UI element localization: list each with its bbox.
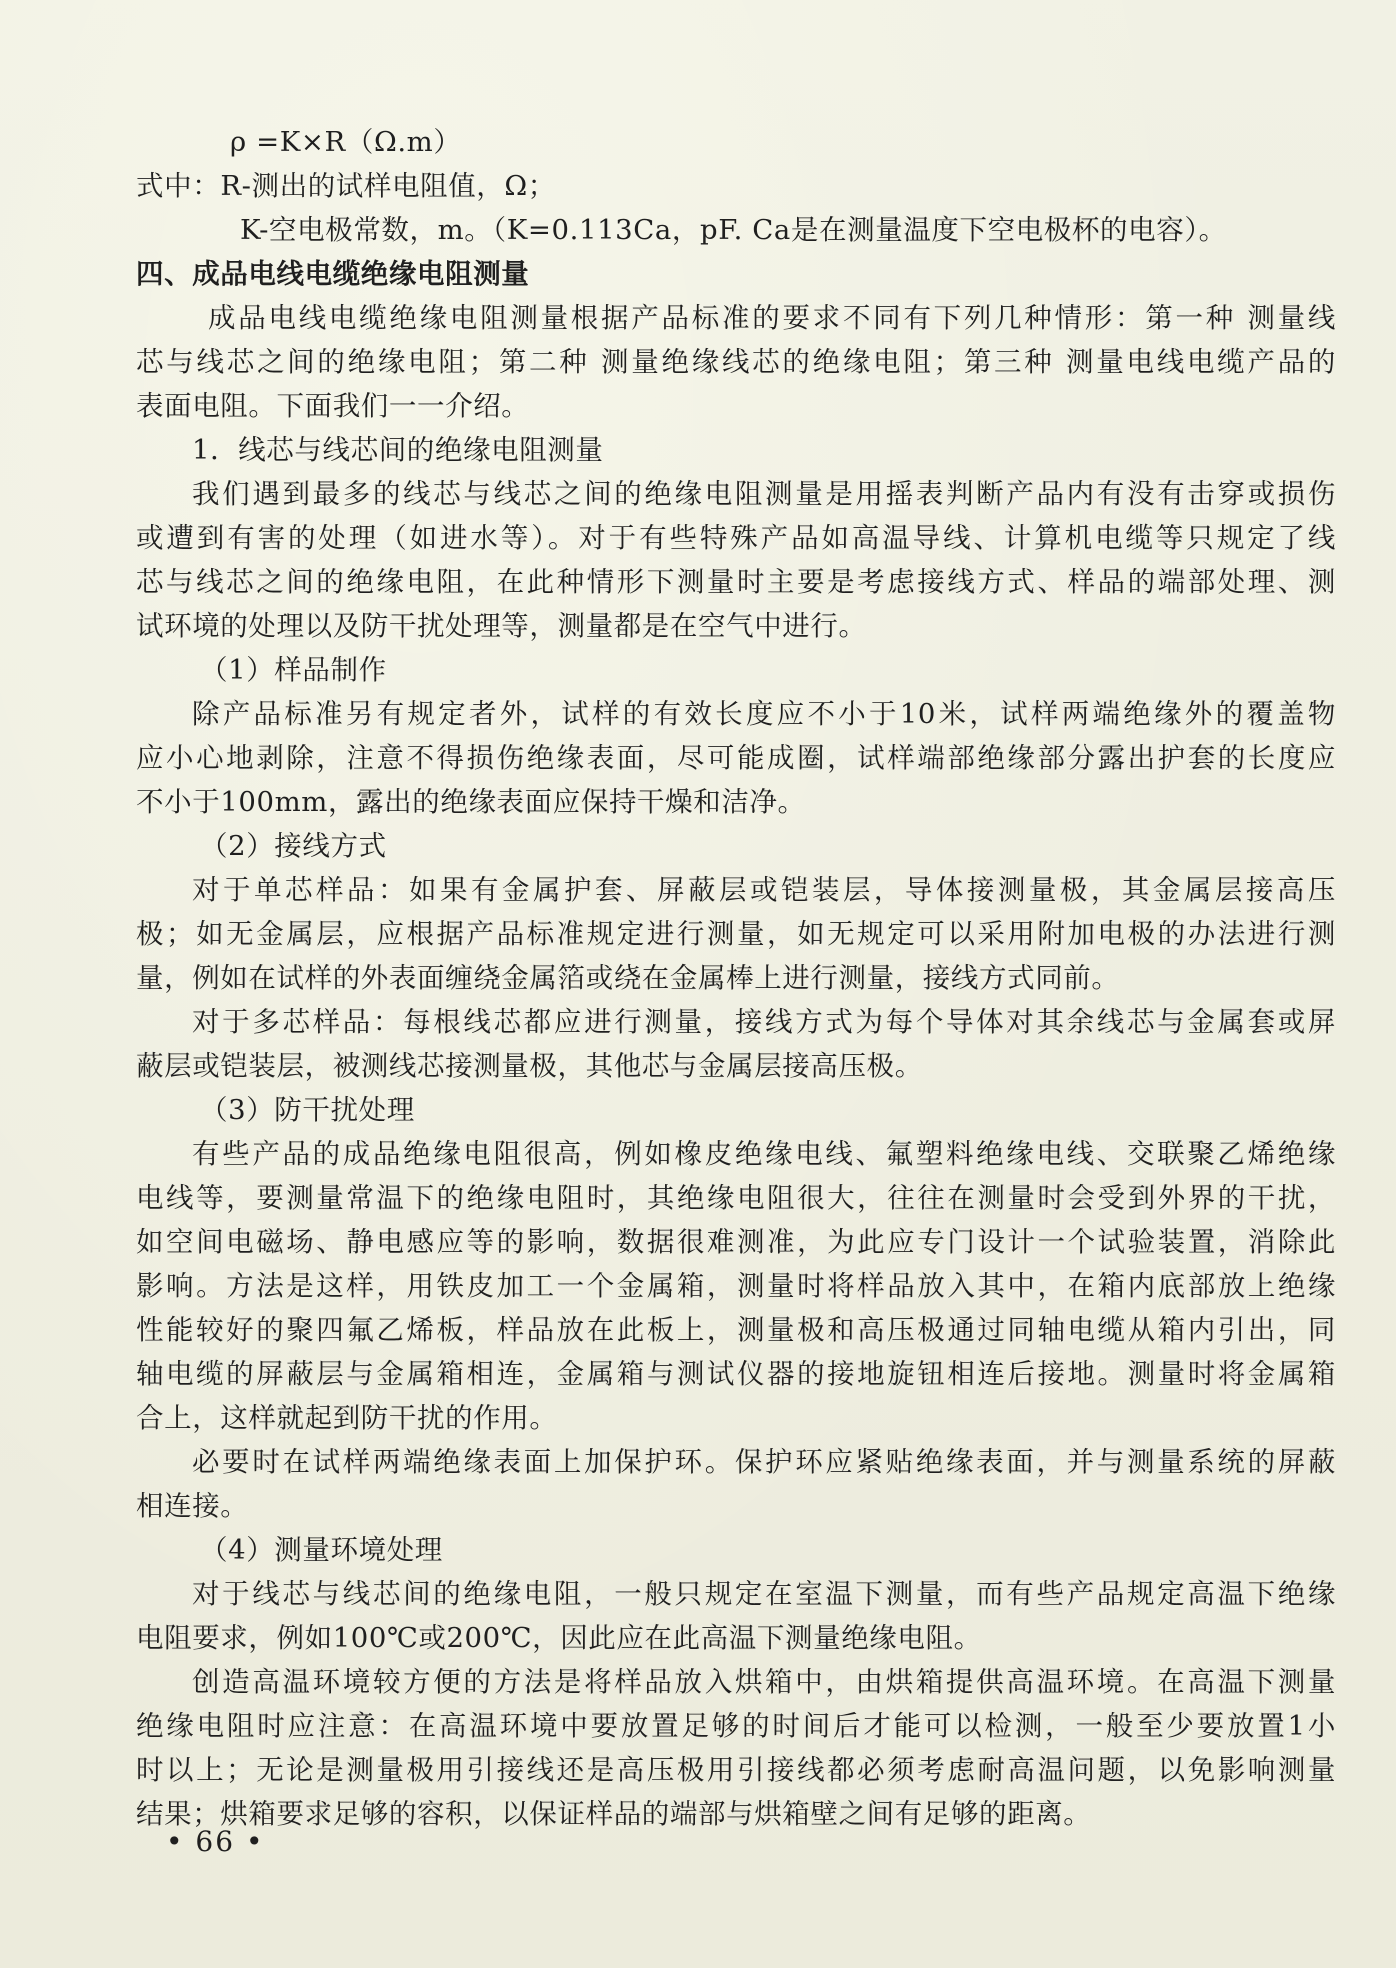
item-1-paragraph [136, 692, 1336, 824]
item3b-line: 必要时在试样两端绝缘表面上加保护环。保护环应紧贴绝缘表面，并与测量系统的屏蔽 [192, 1446, 1336, 1478]
item3a-line: 电线等，要测量常温下的绝缘电阻时，其绝缘电阻很大，往往在测量时会受到外界的干扰， [136, 1182, 1336, 1214]
item4b-line: 创造高温环境较方便的方法是将样品放入烘箱中，由烘箱提供高温环境。在高温下测量 [192, 1666, 1336, 1698]
page-number: • 66 • [166, 1825, 265, 1858]
intro-paragraph [136, 296, 1336, 428]
formula-expression: ρ =K×R（Ω.m） [230, 126, 462, 158]
item2b-line: 蔽层或铠装层，被测线芯接测量极，其他芯与金属层接高压极。 [136, 1050, 923, 1082]
sub1-line: 芯与线芯之间的绝缘电阻，在此种情形下测量时主要是考虑接线方式、样品的端部处理、测 [136, 566, 1336, 598]
item1-line: 不小于100mm，露出的绝缘表面应保持干燥和洁净。 [136, 786, 806, 818]
intro-line: 表面电阻。下面我们一一介绍。 [136, 390, 530, 422]
item4a-line: 对于线芯与线芯间的绝缘电阻，一般只规定在室温下测量，而有些产品规定高温下绝缘 [192, 1578, 1336, 1610]
formula-where-label: 式中： [136, 170, 221, 202]
item-3-paragraph [136, 1132, 1336, 1440]
item3a-line: 影响。方法是这样，用铁皮加工一个金属箱，测量时将样品放入其中，在箱内底部放上绝缘 [136, 1270, 1336, 1302]
item2a-line: 对于单芯样品：如果有金属护套、屏蔽层或铠装层，导体接测量极，其金属层接高压 [192, 874, 1336, 906]
item-2-multi-core-paragraph [136, 1000, 1336, 1088]
subsection-1-paragraph [136, 472, 1336, 648]
sub1-line: 或遭到有害的处理（如进水等）。对于有些特殊产品如高温导线、计算机电缆等只规定了线 [136, 522, 1336, 554]
item-4-heading: （4）测量环境处理 [200, 1534, 443, 1566]
sub1-line: 试环境的处理以及防干扰处理等，测量都是在空气中进行。 [136, 610, 867, 642]
item3b-line: 相连接。 [136, 1490, 249, 1522]
item-2-heading: （2）接线方式 [200, 830, 387, 862]
item3a-line: 如空间电磁场、静电感应等的影响，数据很难测准，为此应专门设计一个试验装置，消除此 [136, 1226, 1336, 1258]
item-4-high-temp-paragraph [136, 1660, 1336, 1836]
formula-r-text: R-测出的试样电阻值，Ω； [220, 170, 556, 202]
formula-k-definition: K-空电极常数，m。（K=0.113Ca，pF. Ca是在测量温度下空电极杯的电容）。 [240, 214, 1227, 246]
item4b-line: 时以上；无论是测量极用引接线还是高压极用引接线都必须考虑耐高温问题，以免影响测量 [136, 1754, 1336, 1786]
item-3-protective-ring-paragraph [136, 1440, 1336, 1528]
item4b-line: 结果；烘箱要求足够的容积，以保证样品的端部与烘箱壁之间有足够的距离。 [136, 1798, 1092, 1830]
item3a-line: 轴电缆的屏蔽层与金属箱相连，金属箱与测试仪器的接地旋钮相连后接地。测量时将金属箱 [136, 1358, 1336, 1390]
intro-line: 成品电线电缆绝缘电阻测量根据产品标准的要求不同有下列几种情形：第一种 测量线 [208, 302, 1336, 334]
item4b-line: 绝缘电阻时应注意：在高温环境中要放置足够的时间后才能可以检测，一般至少要放置1小 [136, 1710, 1336, 1742]
item3a-line: 性能较好的聚四氟乙烯板，样品放在此板上，测量极和高压极通过同轴电缆从箱内引出，同 [136, 1314, 1336, 1346]
page-body [136, 120, 1336, 1836]
item3a-line: 合上，这样就起到防干扰的作用。 [136, 1402, 558, 1434]
item-3-heading: （3）防干扰处理 [200, 1094, 415, 1126]
subsection-1-heading: 1．线芯与线芯间的绝缘电阻测量 [192, 434, 604, 466]
item1-line: 除产品标准另有规定者外，试样的有效长度应不小于10米，试样两端绝缘外的覆盖物 [192, 698, 1336, 730]
item4a-line: 电阻要求，例如100℃或200℃，因此应在此高温下测量绝缘电阻。 [136, 1622, 982, 1654]
item-2-single-core-paragraph [136, 868, 1336, 1000]
item3a-line: 有些产品的成品绝缘电阻很高，例如橡皮绝缘电线、氟塑料绝缘电线、交联聚乙烯绝缘 [192, 1138, 1336, 1170]
sub1-line: 我们遇到最多的线芯与线芯之间的绝缘电阻测量是用摇表判断产品内有没有击穿或损伤 [192, 478, 1336, 510]
item1-line: 应小心地剥除，注意不得损伤绝缘表面，尽可能成圈，试样端部绝缘部分露出护套的长度应 [136, 742, 1336, 774]
item-1-heading: （1）样品制作 [200, 654, 387, 686]
intro-line: 芯与线芯之间的绝缘电阻；第二种 测量绝缘线芯的绝缘电阻；第三种 测量电线电缆产品的 [136, 346, 1336, 378]
item2a-line: 极；如无金属层，应根据产品标准规定进行测量，如无规定可以采用附加电极的办法进行测 [136, 918, 1336, 950]
formula-r-definition [136, 164, 1336, 208]
section-heading: 四、成品电线电缆绝缘电阻测量 [136, 258, 530, 290]
item2a-line: 量，例如在试样的外表面缠绕金属箔或绕在金属棒上进行测量，接线方式同前。 [136, 962, 1120, 994]
item2b-line: 对于多芯样品：每根线芯都应进行测量，接线方式为每个导体对其余线芯与金属套或屏 [192, 1006, 1336, 1038]
item-4-room-temp-paragraph [136, 1572, 1336, 1660]
